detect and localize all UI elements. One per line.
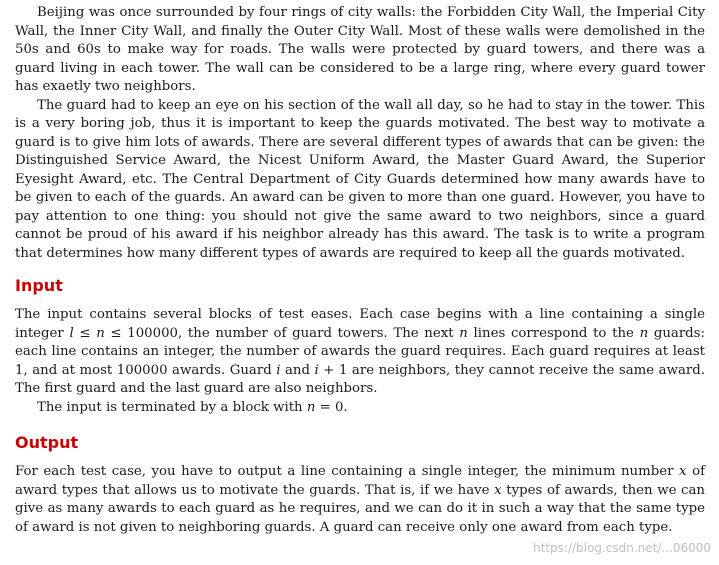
input-paragraph-2: The input is terminated by a block with n = 0.	[37, 399, 348, 415]
input-heading: Input	[15, 276, 63, 295]
statement-paragraph-1: Beijing was once surrounded by four rings of city walls: the Forbidden City Wall, the Imperial City Wall, the Inner City Wall, and finally the Outer City Wall. Most of these walls were demolished in the 50s and 60s to make way for roads. The walls were protected by guard towers, and there was a guard living in each tower. The wall can be considered to be a large ring, where every guard tower has exaetly two neighbors.	[15, 5, 705, 94]
problem-statement	[15, 4, 705, 537]
output-heading: Output	[15, 433, 79, 452]
output-paragraph-1: For each test case, you have to output a line containing a single integer, the minimum number x of award types that allows us to motivate the guards. That is, if we have x types of awards, then we can give as many awards to each guard as he requires, and we can do it in such a way that the same type of award is not given to neighboring guards. A guard can receive only one award from each type.	[15, 464, 705, 535]
watermark: https://blog.csdn.net/...06000	[533, 541, 711, 555]
statement-paragraph-2: The guard had to keep an eye on his section of the wall all day, so he had to stay in the tower. This is a very boring job, thus it is important to keep the guards motivated. The best way to motivate a guard is to give him lots of awards. There are several different types of awards that can be given: the Distinguished Service Award, the Nicest Uniform Award, the Master Guard Award, the Superior Eyesight Award, etc. The Central Department of City Guards determined how many awards have to be given to each of the guards. An award can be given to more than one guard. However, you have to pay attention to one thing: you should not give the same award to two neighbors, since a guard cannot be proud of his award if his neighbor already has this award. The task is to write a program that determines how many different types of awards are required to keep all the guards motivated.	[15, 97, 705, 261]
math-n-range: l ≤ n ≤	[69, 325, 122, 341]
input-paragraph-1: The input contains several blocks of test eases. Each case begins with a line containing a single integer l ≤ n ≤ 100000, the number of guard towers. The next n lines correspond to the n guards: each line contains an integer, the number of awards the guard requires. Each guard requires at least 1, and at most 100000 awards. Guard i and i + 1 are neighbors, they cannot receive the same award. The first guard and the last guard are also neighbors.	[15, 307, 705, 396]
